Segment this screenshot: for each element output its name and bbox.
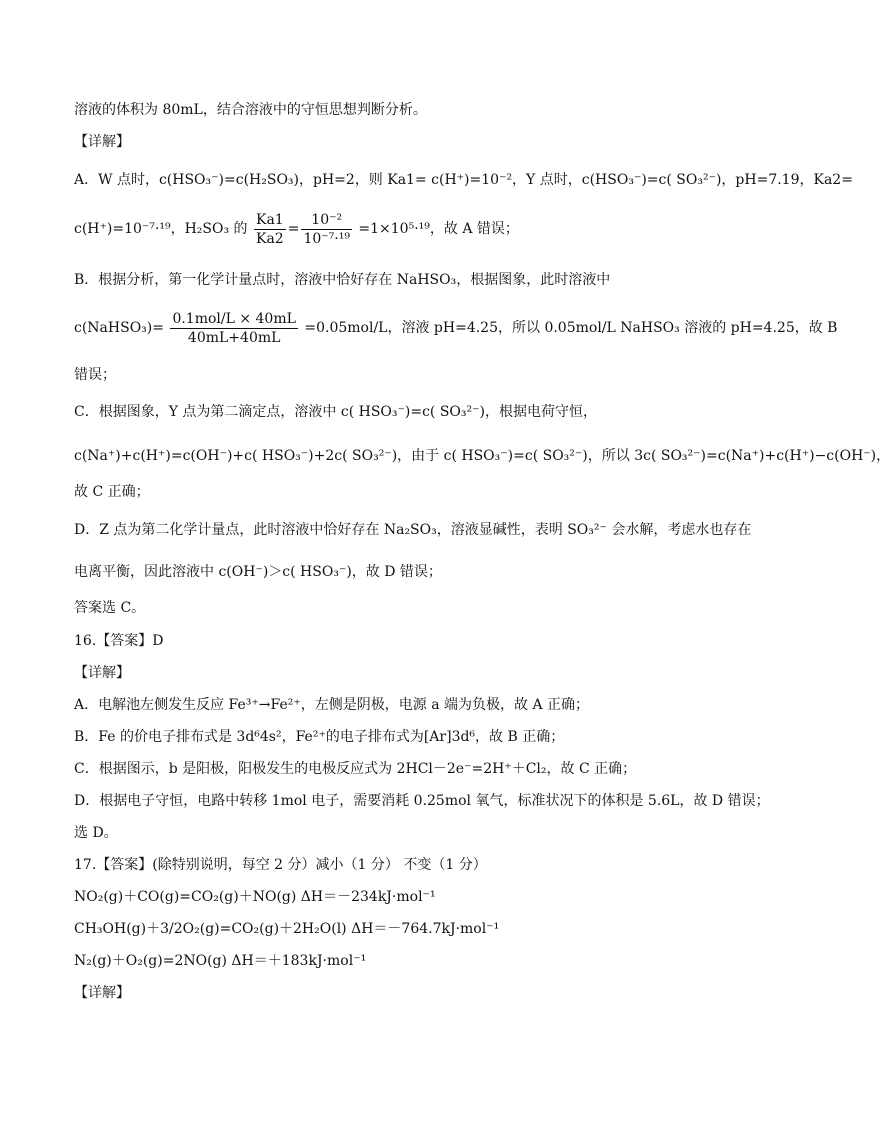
equation-line: CH₃OH(g)＋3/2O₂(g)=CO₂(g)＋2H₂O(l) ΔH＝－764.7kJ·mol⁻¹: [74, 921, 500, 937]
option-c-line: C．根据图示，b 是阳极，阳极发生的电极反应式为 2HCl－2e⁻=2H⁺＋Cl₂，故 C 正确；: [74, 761, 637, 777]
section-heading: 【详解】: [74, 985, 130, 1001]
text-line: c(Na⁺)+c(H⁺)=c(OH⁻)+c( HSO₃⁻)+2c( SO₃²⁻)，由于 c( HSO₃⁻)=c( SO₃²⁻)，所以 3c( SO₃²⁻)=c(Na⁺)+c(H⁺)−c(OH⁻)，: [74, 448, 890, 464]
fraction: [301, 211, 352, 248]
section-heading: 【详解】: [74, 665, 130, 681]
text-span: =0.05mol/L，溶液 pH=4.25，所以 0.05mol/L NaHSO₃ 溶液的 pH=4.25，故 B: [304, 320, 838, 336]
fraction-denominator: 10⁻⁷·¹⁹: [303, 230, 350, 247]
fraction-numerator: 10⁻²: [301, 211, 352, 230]
option-a-fraction-line: [74, 207, 519, 251]
option-d-line: D．根据电子守恒，电路中转移 1mol 电子，需要消耗 0.25mol 氧气，标准状况下的体积是 5.6L，故 D 错误；: [74, 793, 770, 809]
fraction: [254, 211, 286, 248]
option-b-line: B．根据分析，第一化学计量点时，溶液中恰好存在 NaHSO₃，根据图象，此时溶液中: [74, 272, 611, 288]
fraction-numerator: 0.1mol/L × 40mL: [172, 310, 296, 327]
option-b-line: B．Fe 的价电子排布式是 3d⁶4s²，Fe²⁺的电子排布式为[Ar]3d⁶，故 B 正确；: [74, 729, 565, 745]
option-a-line: A．W 点时，c(HSO₃⁻)=c(H₂SO₃)，pH=2，则 Ka1= c(H⁺)=10⁻²，Y 点时，c(HSO₃⁻)=c( SO₃²⁻)，pH=7.19，Ka2=: [74, 172, 853, 188]
text-span: c(H⁺)=10⁻⁷·¹⁹，H₂SO₃ 的: [74, 221, 248, 237]
text-line: 故 C 正确；: [74, 484, 150, 500]
answer-line: 答案选 C。: [74, 600, 146, 616]
text-span: =: [287, 221, 300, 237]
fraction-denominator: Ka2: [256, 230, 284, 247]
option-b-fraction-line: [74, 306, 837, 350]
equation-line: N₂(g)＋O₂(g)=2NO(g) ΔH＝＋183kJ·mol⁻¹: [74, 953, 367, 969]
text-line: 错误；: [74, 367, 116, 383]
answer-line: 选 D。: [74, 825, 118, 841]
fraction-denominator: 40mL+40mL: [187, 329, 281, 346]
text-line: 溶液的体积为 80mL，结合溶液中的守恒思想判断分析。: [74, 102, 427, 118]
question-answer-heading: 16.【答案】D: [74, 633, 164, 649]
text-span: c(NaHSO₃)=: [74, 320, 164, 336]
fraction-numerator: Ka1: [256, 211, 284, 228]
question-answer-heading: 17.【答案】(除特别说明，每空 2 分）减小（1 分） 不变（1 分）: [74, 857, 487, 873]
equation-line: NO₂(g)＋CO(g)=CO₂(g)＋NO(g) ΔH＝－234kJ·mol⁻¹: [74, 889, 436, 905]
text-line: 电离平衡，因此溶液中 c(OH⁻)＞c( HSO₃⁻)，故 D 错误；: [74, 564, 442, 580]
text-span: =1×10⁵·¹⁹，故 A 错误；: [358, 221, 519, 237]
option-a-line: A．电解池左侧发生反应 Fe³⁺→Fe²⁺，左侧是阴极，电源 a 端为负极，故 A 正确；: [74, 697, 590, 713]
option-c-line: C．根据图象，Y 点为第二滴定点，溶液中 c( HSO₃⁻)=c( SO₃²⁻)，根据电荷守恒，: [74, 404, 597, 420]
section-heading: 【详解】: [74, 134, 130, 150]
option-d-line: D．Z 点为第二化学计量点，此时溶液中恰好存在 Na₂SO₃，溶液显碱性，表明 SO₃²⁻ 会水解，考虑水也存在: [74, 522, 752, 538]
fraction: [170, 310, 297, 347]
